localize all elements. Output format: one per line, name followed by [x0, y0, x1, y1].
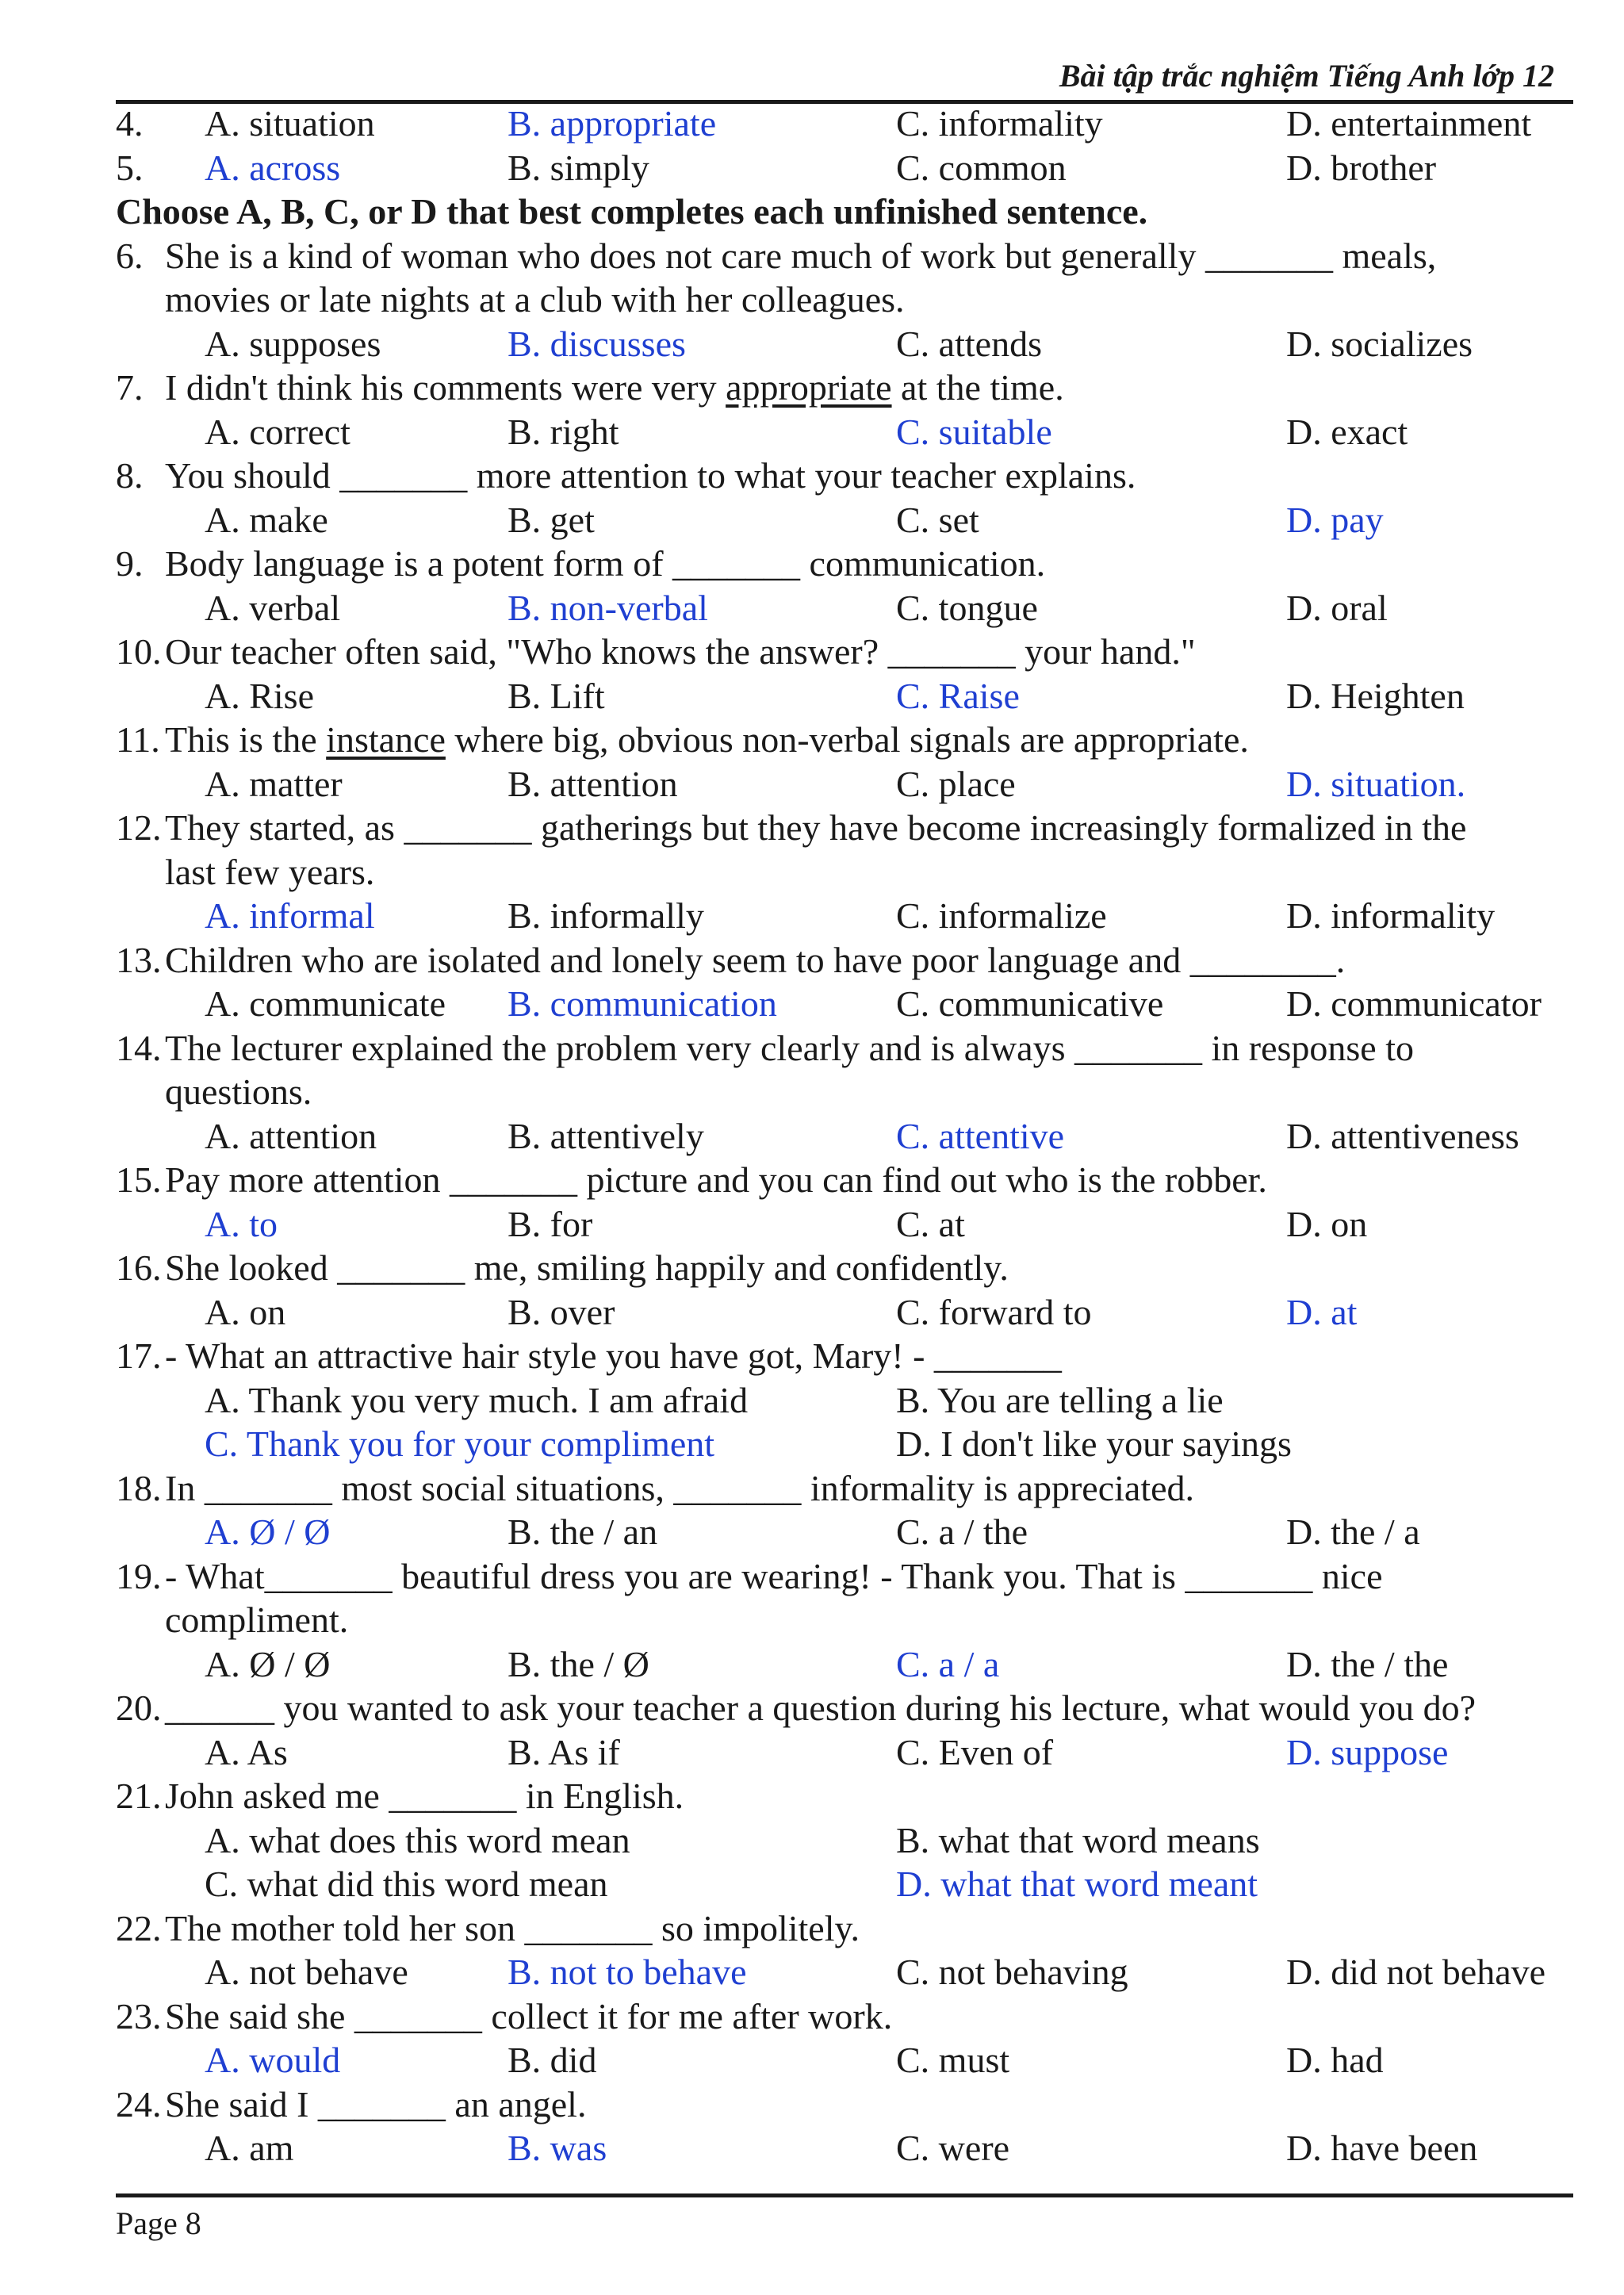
- option-a: A. to: [205, 1203, 278, 1244]
- option-c: C. informality: [896, 103, 1103, 144]
- options-line: [0, 1730, 1624, 1775]
- option-c: C. informalize: [896, 895, 1107, 936]
- question-text: She said I _______ an angel.: [165, 2083, 587, 2125]
- option-d: D. situation.: [1286, 763, 1466, 804]
- option-b: B. communication: [508, 983, 777, 1024]
- option-a: A. what does this word mean: [205, 1819, 630, 1860]
- question-number: 23.: [116, 1995, 162, 2036]
- question-line: [0, 102, 1624, 146]
- question-number: 8.: [116, 455, 144, 496]
- option-a: A. attention: [205, 1115, 377, 1156]
- question-line: [0, 1994, 1624, 2039]
- option-d: D. had: [1286, 2040, 1384, 2080]
- option-d: D. suppose: [1286, 1731, 1449, 1772]
- option-d: D. brother: [1286, 147, 1437, 188]
- option-b: B. the / Ø: [508, 1643, 649, 1684]
- question-line: [0, 1554, 1624, 1599]
- question-text-continued: movies or late nights at a club with her colleagues.: [165, 279, 905, 320]
- question-number: 20.: [116, 1688, 162, 1728]
- option-a: A. would: [205, 2040, 341, 2080]
- question-text: The lecturer explained the problem very clearly and is always _______ in response to: [165, 1027, 1414, 1068]
- option-c: C. a / a: [896, 1643, 1000, 1684]
- question-text-continued: compliment.: [165, 1600, 349, 1640]
- option-d: D. did not behave: [1286, 1952, 1546, 1992]
- option-b: B. did: [508, 2040, 597, 2080]
- option-c: C. Even of: [896, 1731, 1054, 1772]
- options-line: [0, 982, 1624, 1026]
- option-c: C. at: [896, 1203, 965, 1244]
- option-d: D. the / a: [1286, 1511, 1420, 1552]
- question-text: ______ you wanted to ask your teacher a question during his lecture, what would you do?: [165, 1688, 1477, 1728]
- question-line: [0, 1026, 1624, 1071]
- question-text: Pay more attention _______ picture and you can find out who is the robber.: [165, 1159, 1267, 1200]
- question-text: The mother told her son _______ so impolitely.: [165, 1907, 860, 1948]
- option-a: A. As: [205, 1731, 288, 1772]
- option-a: A. correct: [205, 411, 350, 452]
- option-b: B. the / an: [508, 1511, 658, 1552]
- option-d: D. pay: [1286, 499, 1384, 540]
- option-c: C. must: [896, 2040, 1010, 2080]
- section-heading: Choose A, B, C, or D that best completes each unfinished sentence.: [116, 191, 1148, 232]
- option-d: D. entertainment: [1286, 103, 1532, 144]
- option-c: C. a / the: [896, 1511, 1028, 1552]
- option-d: D. oral: [1286, 587, 1388, 628]
- question-continuation-line: [0, 278, 1624, 322]
- question-line: [0, 366, 1624, 410]
- option-c: C. were: [896, 2128, 1010, 2168]
- underlined-word: instance: [326, 719, 446, 760]
- question-text: She is a kind of woman who does not care much of work but generally _______ meals,: [165, 235, 1437, 276]
- option-d: D. have been: [1286, 2128, 1478, 2168]
- option-c: C. not behaving: [896, 1952, 1128, 1992]
- exercise-body: [0, 102, 1624, 2170]
- options-line: [0, 1642, 1624, 1687]
- option-c: C. set: [896, 499, 979, 540]
- option-a: A. supposes: [205, 323, 381, 364]
- option-a: A. matter: [205, 763, 343, 804]
- option-d: D. on: [1286, 1203, 1368, 1244]
- option-b: B. appropriate: [508, 103, 717, 144]
- option-b: B. simply: [508, 147, 649, 188]
- question-number: 5.: [116, 147, 144, 188]
- question-number: 24.: [116, 2083, 162, 2125]
- question-text-continued: questions.: [165, 1071, 312, 1112]
- option-c: C. communicative: [896, 983, 1164, 1024]
- option-c: D. I don't like your sayings: [896, 1423, 1292, 1464]
- question-number: 13.: [116, 939, 162, 980]
- option-a: A. Thank you very much. I am afraid: [205, 1379, 749, 1420]
- options-line: [0, 1862, 1624, 1906]
- options-line: [0, 2038, 1624, 2082]
- option-b: B. attention: [508, 763, 678, 804]
- question-number: 7.: [116, 367, 144, 408]
- option-a: A. not behave: [205, 1952, 408, 1992]
- option-b: B. non-verbal: [508, 587, 708, 628]
- options-line: [0, 1202, 1624, 1247]
- question-number: 12.: [116, 807, 162, 848]
- option-c: C. common: [896, 147, 1067, 188]
- options-line: [0, 1114, 1624, 1159]
- question-text: I didn't think his comments were very appropriate at the time.: [165, 367, 1064, 408]
- option-a: A. on: [205, 1291, 286, 1332]
- running-header: Bài tập trắc nghiệm Tiếng Anh lớp 12: [1059, 58, 1554, 94]
- question-number: 21.: [116, 1776, 162, 1816]
- question-number: 9.: [116, 543, 144, 584]
- question-text: She looked _______ me, smiling happily and confidently.: [165, 1247, 1009, 1288]
- question-line: [0, 234, 1624, 278]
- underlined-word: appropriate: [726, 367, 892, 408]
- option-c: C. forward to: [896, 1291, 1092, 1332]
- options-line: [0, 1818, 1624, 1863]
- options-line: [0, 1422, 1624, 1466]
- question-text: John asked me _______ in English.: [165, 1776, 684, 1816]
- option-d: D. at: [1286, 1291, 1358, 1332]
- question-number: 4.: [116, 103, 144, 144]
- option-c: C. attentive: [896, 1115, 1065, 1156]
- question-text: Our teacher often said, "Who knows the answer? _______ your hand.": [165, 631, 1196, 672]
- question-line: [0, 718, 1624, 762]
- options-line: [0, 498, 1624, 542]
- option-a: A. Ø / Ø: [205, 1643, 331, 1684]
- question-line: [0, 542, 1624, 586]
- question-line: [0, 806, 1624, 850]
- option-c: B. You are telling a lie: [896, 1379, 1224, 1420]
- option-c: D. what that word meant: [896, 1864, 1258, 1904]
- question-line: [0, 454, 1624, 498]
- options-line: [0, 322, 1624, 366]
- question-text: - What an attractive hair style you have got, Mary! - _______: [165, 1335, 1062, 1376]
- option-d: D. socializes: [1286, 323, 1473, 364]
- options-line: [0, 1290, 1624, 1335]
- question-number: 16.: [116, 1247, 162, 1288]
- options-line: [0, 1378, 1624, 1423]
- option-b: B. for: [508, 1203, 593, 1244]
- option-a: A. communicate: [205, 983, 446, 1024]
- option-a: A. situation: [205, 103, 375, 144]
- question-number: 11.: [116, 719, 160, 760]
- question-line: [0, 1774, 1624, 1818]
- option-a: A. Rise: [205, 675, 314, 716]
- question-text: She said she _______ collect it for me after work.: [165, 1995, 893, 2036]
- option-c: B. what that word means: [896, 1819, 1260, 1860]
- question-line: [0, 1686, 1624, 1730]
- section-heading-line: [0, 190, 1624, 234]
- option-b: B. attentively: [508, 1115, 704, 1156]
- footer-rule: [116, 2193, 1573, 2197]
- option-c: C. place: [896, 763, 1016, 804]
- option-b: B. Lift: [508, 675, 605, 716]
- question-continuation-line: [0, 850, 1624, 895]
- option-c: C. suitable: [896, 411, 1052, 452]
- question-number: 19.: [116, 1555, 162, 1596]
- question-text: You should _______ more attention to what your teacher explains.: [165, 455, 1136, 496]
- option-d: D. informality: [1286, 895, 1496, 936]
- question-text: Body language is a potent form of _______ communication.: [165, 543, 1046, 584]
- option-c: C. Raise: [896, 675, 1020, 716]
- option-b: B. right: [508, 411, 619, 452]
- options-line: [0, 1510, 1624, 1554]
- question-text: They started, as _______ gatherings but they have become increasingly formalized in the: [165, 807, 1467, 848]
- question-number: 14.: [116, 1027, 162, 1068]
- option-d: D. Heighten: [1286, 675, 1465, 716]
- option-b: B. get: [508, 499, 595, 540]
- option-a: A. am: [205, 2128, 294, 2168]
- option-b: B. As if: [508, 1731, 620, 1772]
- option-a: A. informal: [205, 895, 375, 936]
- question-line: [0, 2082, 1624, 2127]
- option-a: A. across: [205, 147, 341, 188]
- question-line: [0, 630, 1624, 674]
- question-number: 22.: [116, 1907, 162, 1948]
- question-continuation-line: [0, 1070, 1624, 1114]
- question-number: 15.: [116, 1159, 162, 1200]
- question-text: - What_______ beautiful dress you are wearing! - Thank you. That is _______ nice: [165, 1555, 1383, 1596]
- option-a: A. verbal: [205, 587, 341, 628]
- options-line: [0, 894, 1624, 938]
- question-text: In _______ most social situations, _______ informality is appreciated.: [165, 1467, 1195, 1508]
- options-line: [0, 586, 1624, 630]
- question-number: 17.: [116, 1335, 162, 1376]
- option-c: C. attends: [896, 323, 1042, 364]
- options-line: [0, 674, 1624, 718]
- question-text-continued: last few years.: [165, 851, 375, 892]
- option-d: D. the / the: [1286, 1643, 1449, 1684]
- page-number: Page 8: [116, 2205, 201, 2241]
- question-text: Children who are isolated and lonely seem to have poor language and ________.: [165, 939, 1346, 980]
- question-line: [0, 1466, 1624, 1511]
- question-text: This is the instance where big, obvious non-verbal signals are appropriate.: [165, 719, 1249, 760]
- option-a: A. Ø / Ø: [205, 1511, 331, 1552]
- question-line: [0, 1246, 1624, 1290]
- question-line: [0, 1158, 1624, 1202]
- option-c: C. tongue: [896, 587, 1038, 628]
- option-a: C. Thank you for your compliment: [205, 1423, 715, 1464]
- options-line: [0, 762, 1624, 807]
- option-a: C. what did this word mean: [205, 1864, 608, 1904]
- question-line: [0, 1906, 1624, 1951]
- options-line: [0, 1950, 1624, 1994]
- option-d: D. attentiveness: [1286, 1115, 1519, 1156]
- question-line: [0, 1334, 1624, 1378]
- options-line: [0, 2126, 1624, 2170]
- question-number: 10.: [116, 631, 162, 672]
- question-number: 18.: [116, 1467, 162, 1508]
- option-a: A. make: [205, 499, 328, 540]
- question-continuation-line: [0, 1598, 1624, 1642]
- option-b: B. over: [508, 1291, 615, 1332]
- option-b: B. was: [508, 2128, 607, 2168]
- question-number: 6.: [116, 235, 144, 276]
- question-line: [0, 146, 1624, 190]
- option-b: B. discusses: [508, 323, 686, 364]
- question-line: [0, 938, 1624, 983]
- option-b: B. not to behave: [508, 1952, 747, 1992]
- option-d: D. exact: [1286, 411, 1408, 452]
- option-b: B. informally: [508, 895, 704, 936]
- options-line: [0, 410, 1624, 454]
- option-d: D. communicator: [1286, 983, 1542, 1024]
